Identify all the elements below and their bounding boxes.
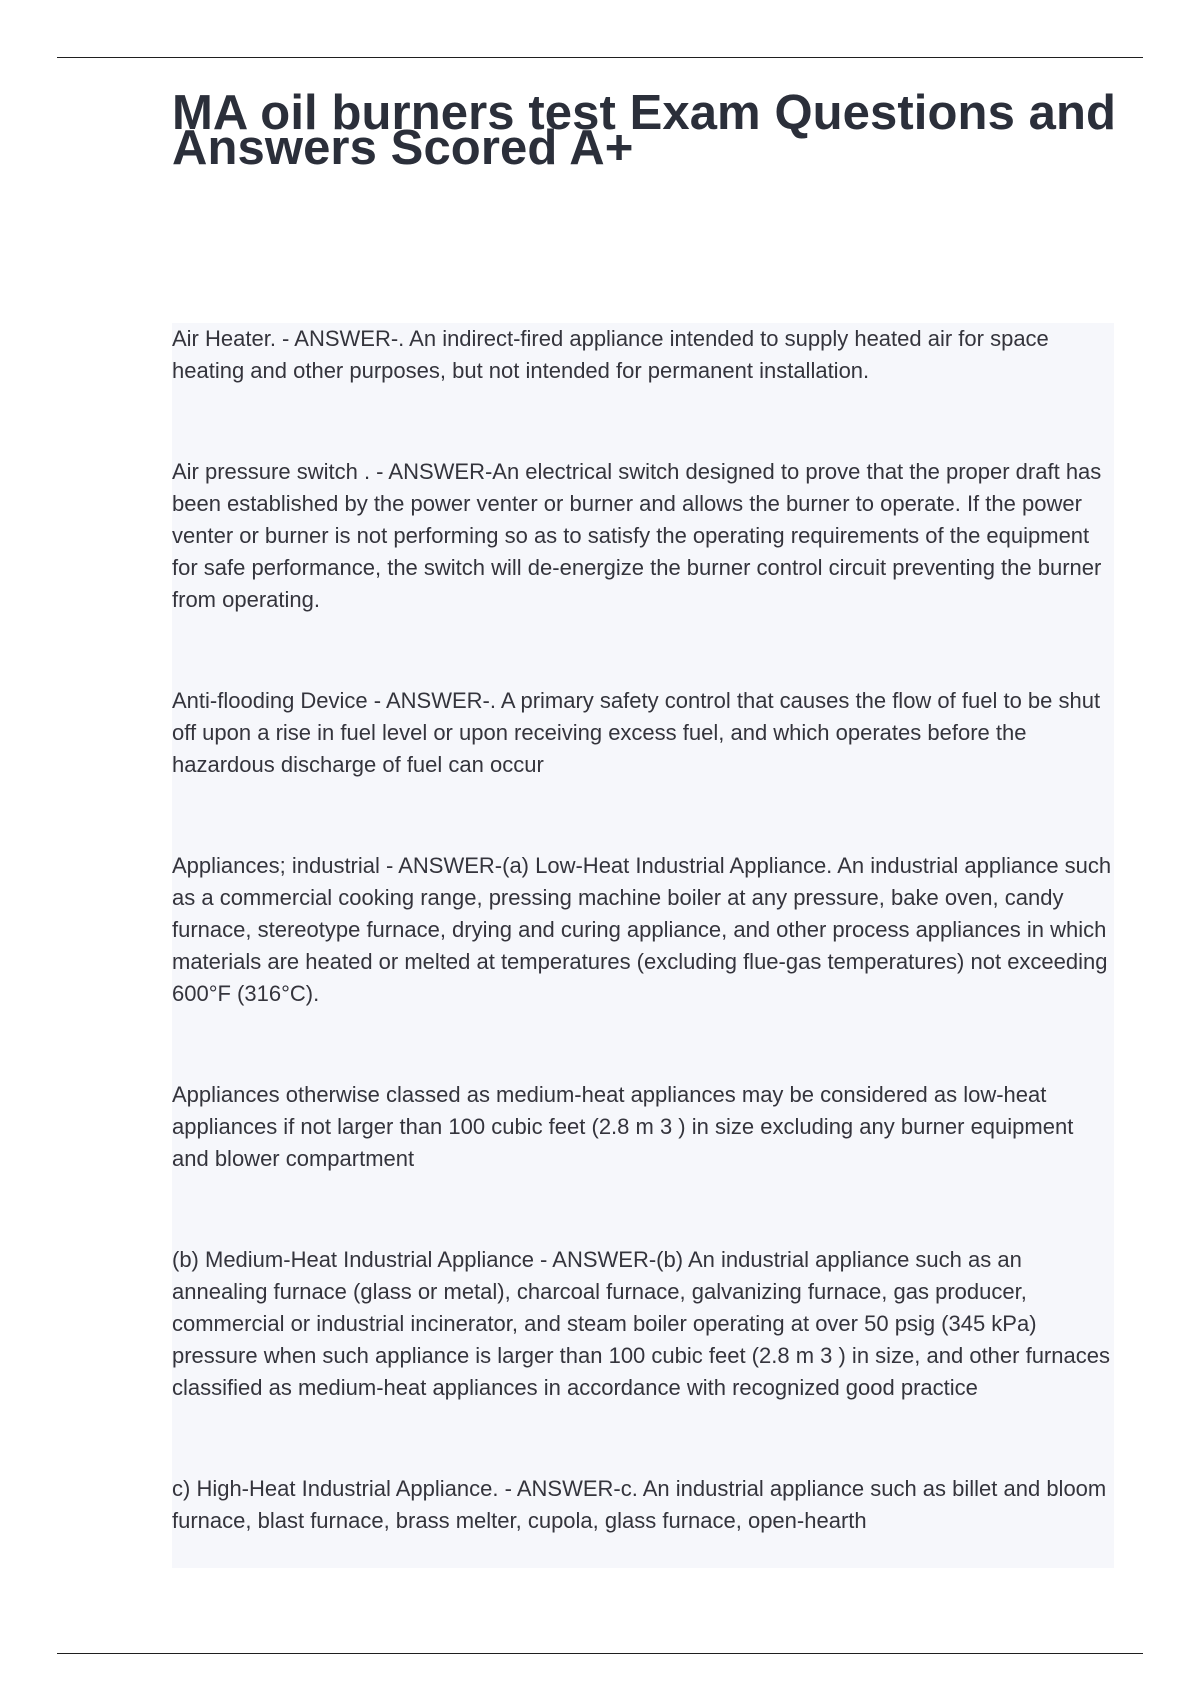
bottom-divider — [57, 1653, 1143, 1654]
entry-high-heat-appliance: c) High-Heat Industrial Appliance. - ANSWER-c. An industrial appliance such as billet and bloom furnace, blast furnace, brass melter, cupola, glass furnace, open-hearth — [172, 1476, 1107, 1533]
document-body — [172, 323, 1114, 1568]
top-divider — [57, 57, 1143, 58]
entry-medium-heat-appliance: (b) Medium-Heat Industrial Appliance - ANSWER-(b) An industrial appliance such as an annealing furnace (glass or metal), charcoal furnace, galvanizing furnace, gas producer, commercial or industrial incinerator, and steam boiler operating at over 50 psig (345 kPa) pressure when such appliance is larger than 100 cubic feet (2.8 m 3 ) in size, and other furnaces classified as medium-heat appliances in accordance with recognized good practice — [172, 1247, 1110, 1400]
entry-air-pressure-switch: Air pressure switch . - ANSWER-An electrical switch designed to prove that the proper draft has been established by the power venter or burner and allows the burner to operate. If the power venter or burner is not performing so as to satisfy the operating requirements of the equipment for safe performance, the switch will de-energize the burner control circuit preventing the burner from operating. — [172, 459, 1102, 612]
document-title: MA oil burners test Exam Questions and Answers Scored A+ — [172, 86, 1117, 175]
entry-air-heater: Air Heater. - ANSWER-. An indirect-fired appliance intended to supply heated air for space heating and other purposes, but not intended for permanent installation. — [172, 326, 1049, 383]
entry-anti-flooding-device: Anti-flooding Device - ANSWER-. A primary safety control that causes the flow of fuel to be shut off upon a rise in fuel level or upon receiving excess fuel, and which operates before the hazardous discharge of fuel can occur — [172, 688, 1101, 777]
entry-appliances-otherwise-classed: Appliances otherwise classed as medium-heat appliances may be considered as low-heat appliances if not larger than 100 cubic feet (2.8 m 3 ) in size excluding any burner equipment and blower compartment — [172, 1082, 1074, 1171]
entry-appliances-industrial: Appliances; industrial - ANSWER-(a) Low-Heat Industrial Appliance. An industrial appliance such as a commercial cooking range, pressing machine boiler at any pressure, bake oven, candy furnace, stereotype furnace, drying and curing appliance, and other process appliances in which materials are heated or melted at temperatures (excluding flue-gas temperatures) not exceeding 600°F (316°C). — [172, 853, 1112, 1006]
